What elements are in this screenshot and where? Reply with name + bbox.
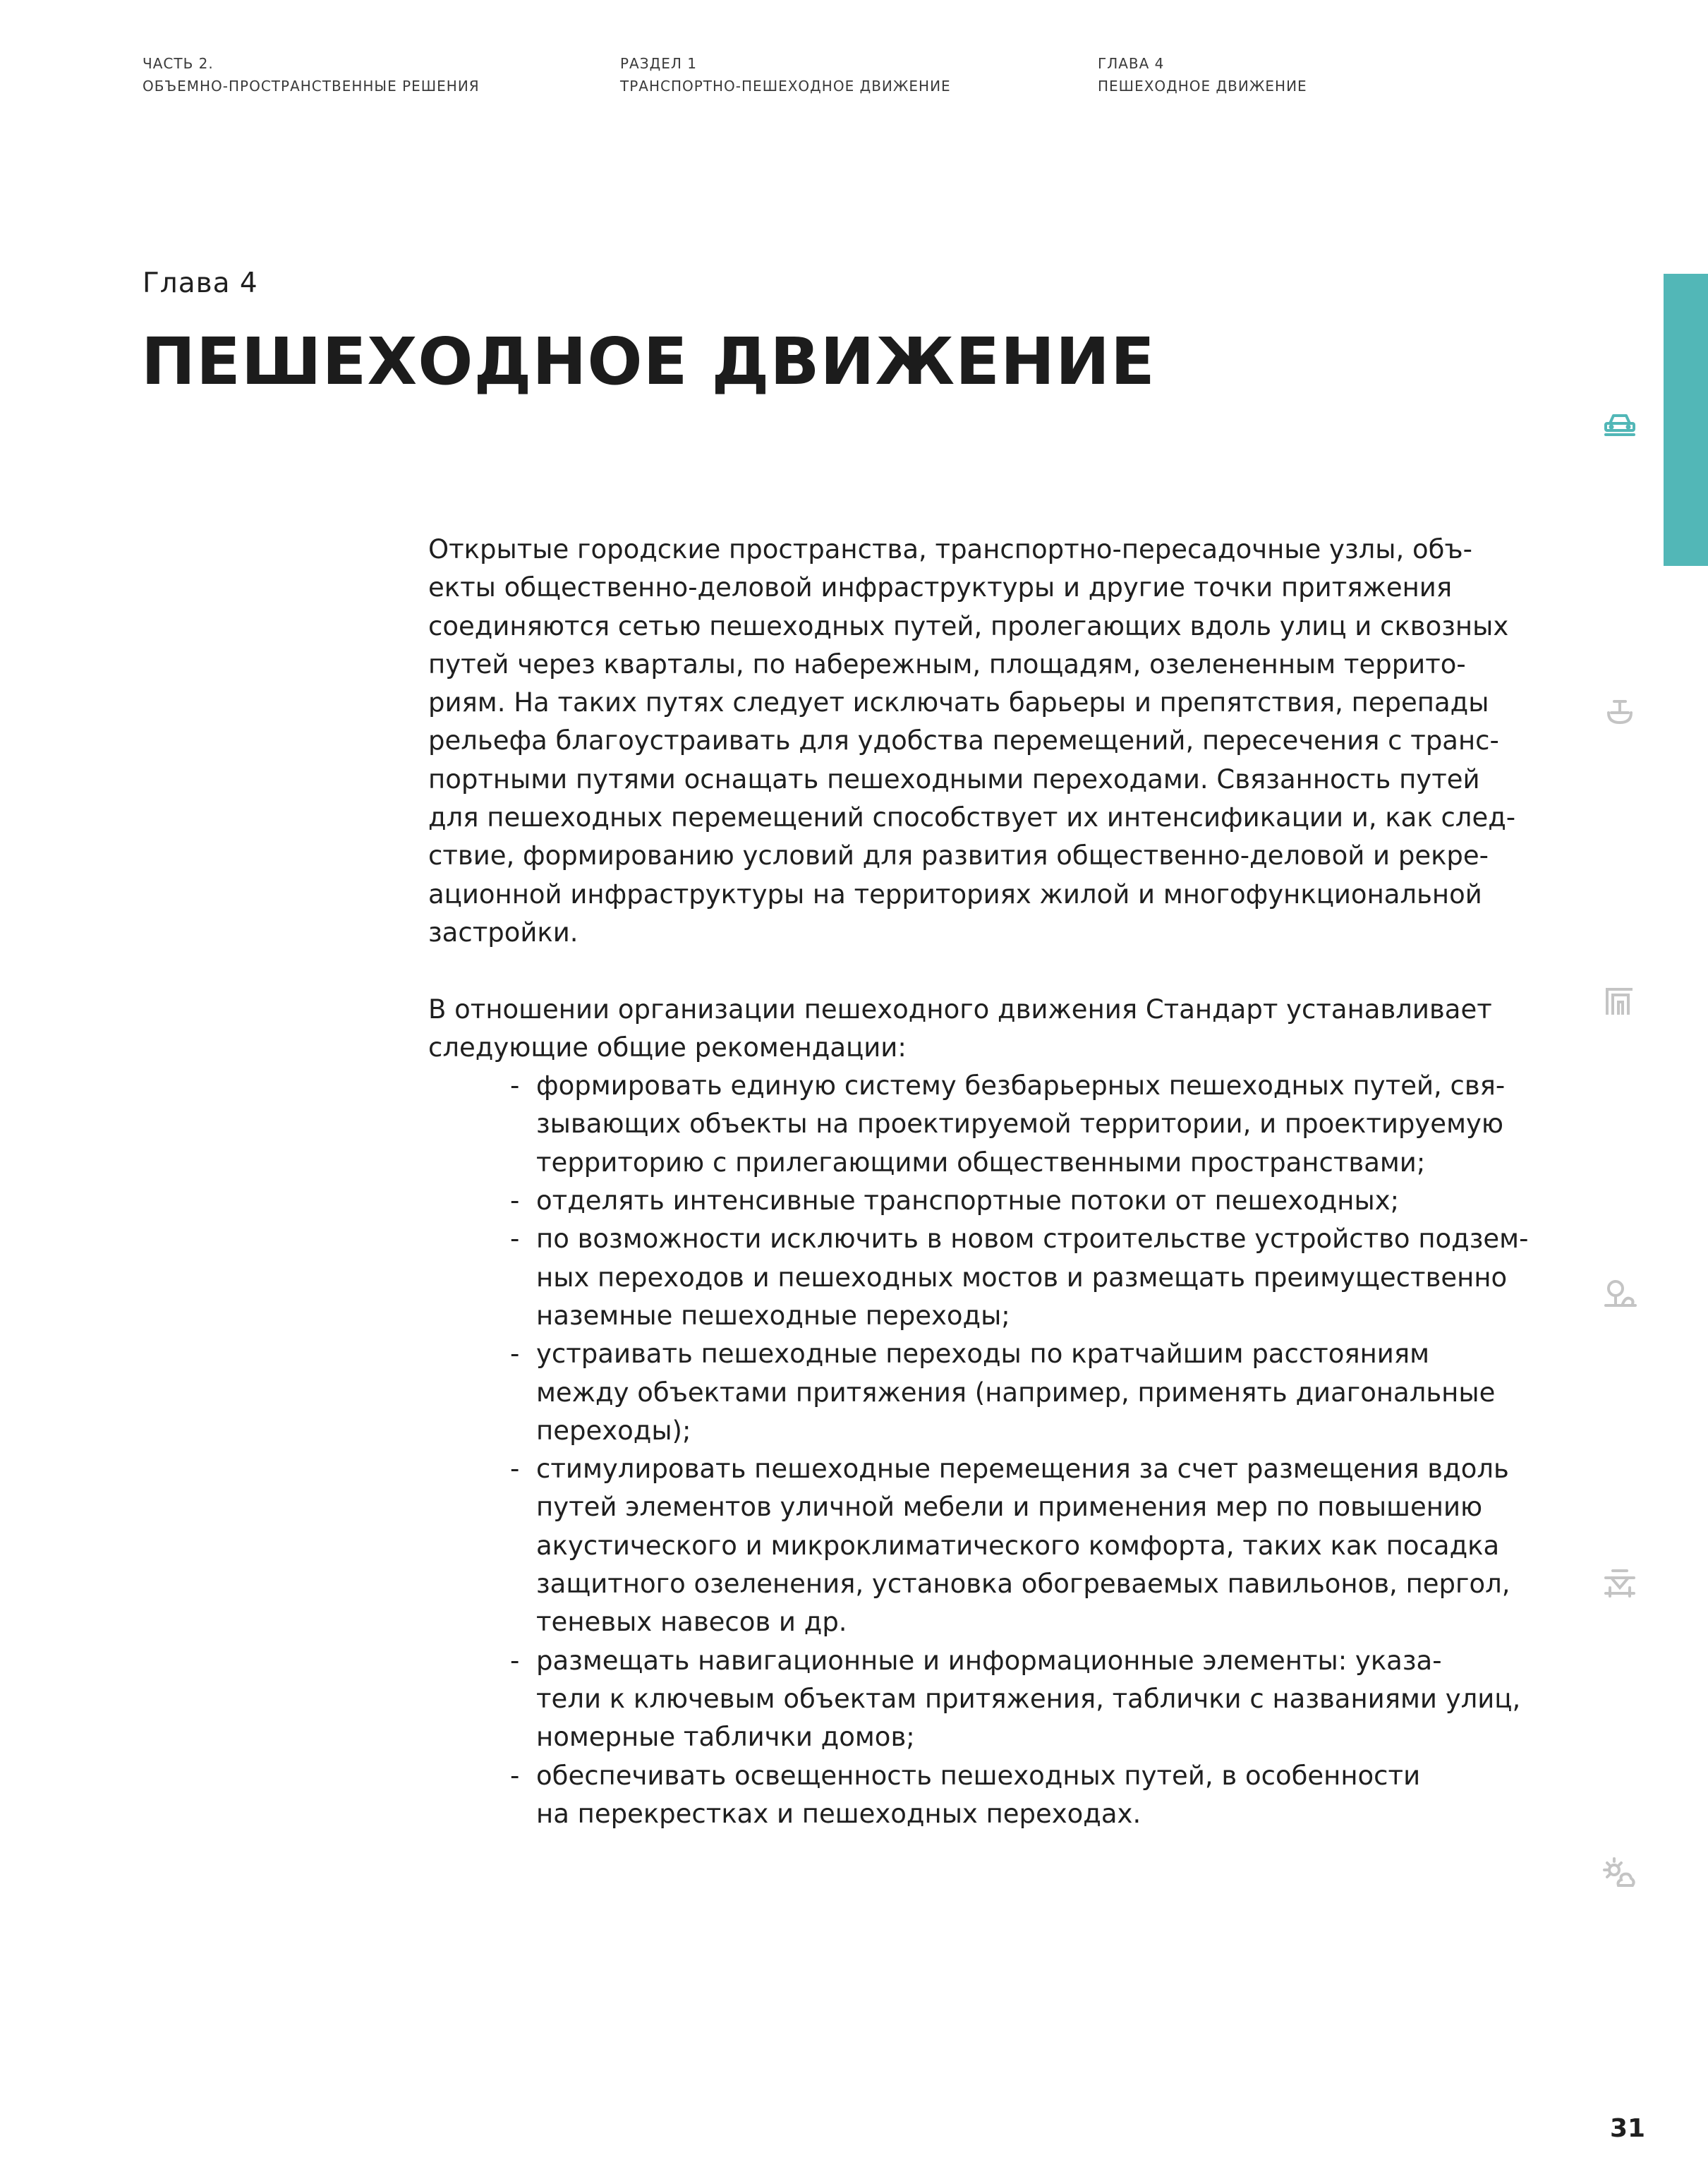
text-line: отделять интенсивные транспортные потоки от пешеходных;: [536, 1185, 1400, 1217]
header-chapter: [1098, 52, 1307, 97]
text-line: путей элементов уличной мебели и применения мер по повышению: [536, 1492, 1483, 1523]
text-line: риям. На таких путях следует исключать барьеры и препятствия, перепады: [428, 687, 1489, 718]
chapter-label: Глава 4: [143, 267, 258, 299]
text-line: соединяются сетью пешеходных путей, пролегающих вдоль улиц и сквозных: [428, 610, 1509, 641]
text-line: территорию с прилегающими общественными пространствами;: [536, 1147, 1426, 1178]
text-line: ационной инфраструктуры на территориях жилой и многофункциональной: [428, 879, 1482, 910]
list-dash: -: [510, 1185, 520, 1217]
list-dash: -: [510, 1339, 520, 1370]
text-line: застройки.: [428, 917, 579, 948]
header-section-number: РАЗДЕЛ 1: [620, 55, 697, 72]
paragraph-spacer: [428, 952, 1585, 990]
text-line: В отношении организации пешеходного движения Стандарт устанавливает: [428, 994, 1492, 1025]
building-icon[interactable]: [1600, 982, 1640, 1022]
list-item: [428, 1182, 1585, 1220]
text-line: стимулировать пешеходные перемещения за счет размещения вдоль: [536, 1454, 1509, 1485]
text-line: по возможности исключить в новом строительстве устройство подзем-: [536, 1224, 1529, 1255]
text-line: наземные пешеходные переходы;: [536, 1300, 1010, 1331]
text-line: екты общественно-деловой инфраструктуры и другие точки притяжения: [428, 572, 1453, 603]
list-dash: -: [510, 1224, 520, 1255]
paragraph-recommendations-intro: [428, 991, 1585, 1068]
text-line: обеспечивать освещенность пешеходных путей, в особенности: [536, 1760, 1421, 1791]
paragraph-intro: [428, 531, 1585, 952]
text-line: ствие, формированию условий для развития общественно-деловой и рекре-: [428, 840, 1489, 871]
text-line: на перекрестках и пешеходных переходах.: [536, 1798, 1141, 1829]
header-part-title: ОБЪЕМНО-ПРОСТРАНСТВЕННЫЕ РЕШЕНИЯ: [143, 78, 480, 95]
page-number: 31: [1610, 2114, 1646, 2143]
text-line: формировать единую систему безбарьерных пешеходных путей, свя-: [536, 1070, 1506, 1101]
active-chapter-tab[interactable]: [1664, 274, 1708, 566]
text-line: номерные таблички домов;: [536, 1722, 915, 1753]
text-line: акустического и микроклиматического комфорта, таких как посадка: [536, 1530, 1500, 1561]
list-dash: -: [510, 1760, 520, 1791]
list-item: [428, 1642, 1585, 1757]
list-item: [428, 1067, 1585, 1182]
list-dash: -: [510, 1070, 520, 1101]
text-line: между объектами притяжения (например, применять диагональные: [536, 1377, 1496, 1408]
text-line: зывающих объекты на проектируемой территории, и проектируемую: [536, 1109, 1504, 1140]
text-line: размещать навигационные и информационные элементы: указа-: [536, 1645, 1442, 1676]
list-dash: -: [510, 1454, 520, 1485]
header-part-number: ЧАСТЬ 2.: [143, 55, 214, 72]
text-line: тели к ключевым объектам притяжения, таблички с названиями улиц,: [536, 1683, 1521, 1714]
infrastructure-icon[interactable]: [1600, 1564, 1640, 1603]
text-line: защитного озеленения, установка обогреваемых павильонов, пергол,: [536, 1569, 1510, 1600]
recommendations-list: [428, 1067, 1585, 1833]
list-item: [428, 1450, 1585, 1641]
list-item: [428, 1220, 1585, 1335]
text-line: для пешеходных перемещений способствует их интенсификации и, как след-: [428, 802, 1516, 833]
climate-icon[interactable]: [1600, 1854, 1640, 1894]
list-item: [428, 1335, 1585, 1450]
header-section-title: ТРАНСПОРТНО-ПЕШЕХОДНОЕ ДВИЖЕНИЕ: [620, 78, 951, 95]
header-chapter-number: ГЛАВА 4: [1098, 55, 1165, 72]
text-line: рельефа благоустраивать для удобства перемещений, пересечения с транс-: [428, 725, 1499, 756]
header-chapter-title: ПЕШЕХОДНОЕ ДВИЖЕНИЕ: [1098, 78, 1307, 95]
text-line: следующие общие рекомендации:: [428, 1032, 907, 1063]
text-line: ных переходов и пешеходных мостов и размещать преимущественно: [536, 1262, 1508, 1293]
text-line: теневых навесов и др.: [536, 1607, 847, 1638]
body-text: [428, 531, 1585, 1833]
text-line: переходы);: [536, 1415, 691, 1446]
list-dash: -: [510, 1645, 520, 1676]
header-part: [143, 52, 480, 97]
text-line: путей через кварталы, по набережным, площадям, озелененным террито-: [428, 648, 1466, 680]
text-line: Открытые городские пространства, транспортно-пересадочные узлы, объ-: [428, 534, 1472, 565]
text-line: портными путями оснащать пешеходными переходами. Связанность путей: [428, 763, 1480, 795]
page-title: ПЕШЕХОДНОЕ ДВИЖЕНИЕ: [141, 324, 1156, 399]
tree-icon[interactable]: [1600, 692, 1640, 731]
list-item: [428, 1757, 1585, 1834]
text-line: устраивать пешеходные переходы по кратчайшим расстояниям: [536, 1339, 1430, 1370]
car-icon[interactable]: [1600, 402, 1640, 442]
park-icon[interactable]: [1600, 1273, 1640, 1312]
header-section: [620, 52, 951, 97]
